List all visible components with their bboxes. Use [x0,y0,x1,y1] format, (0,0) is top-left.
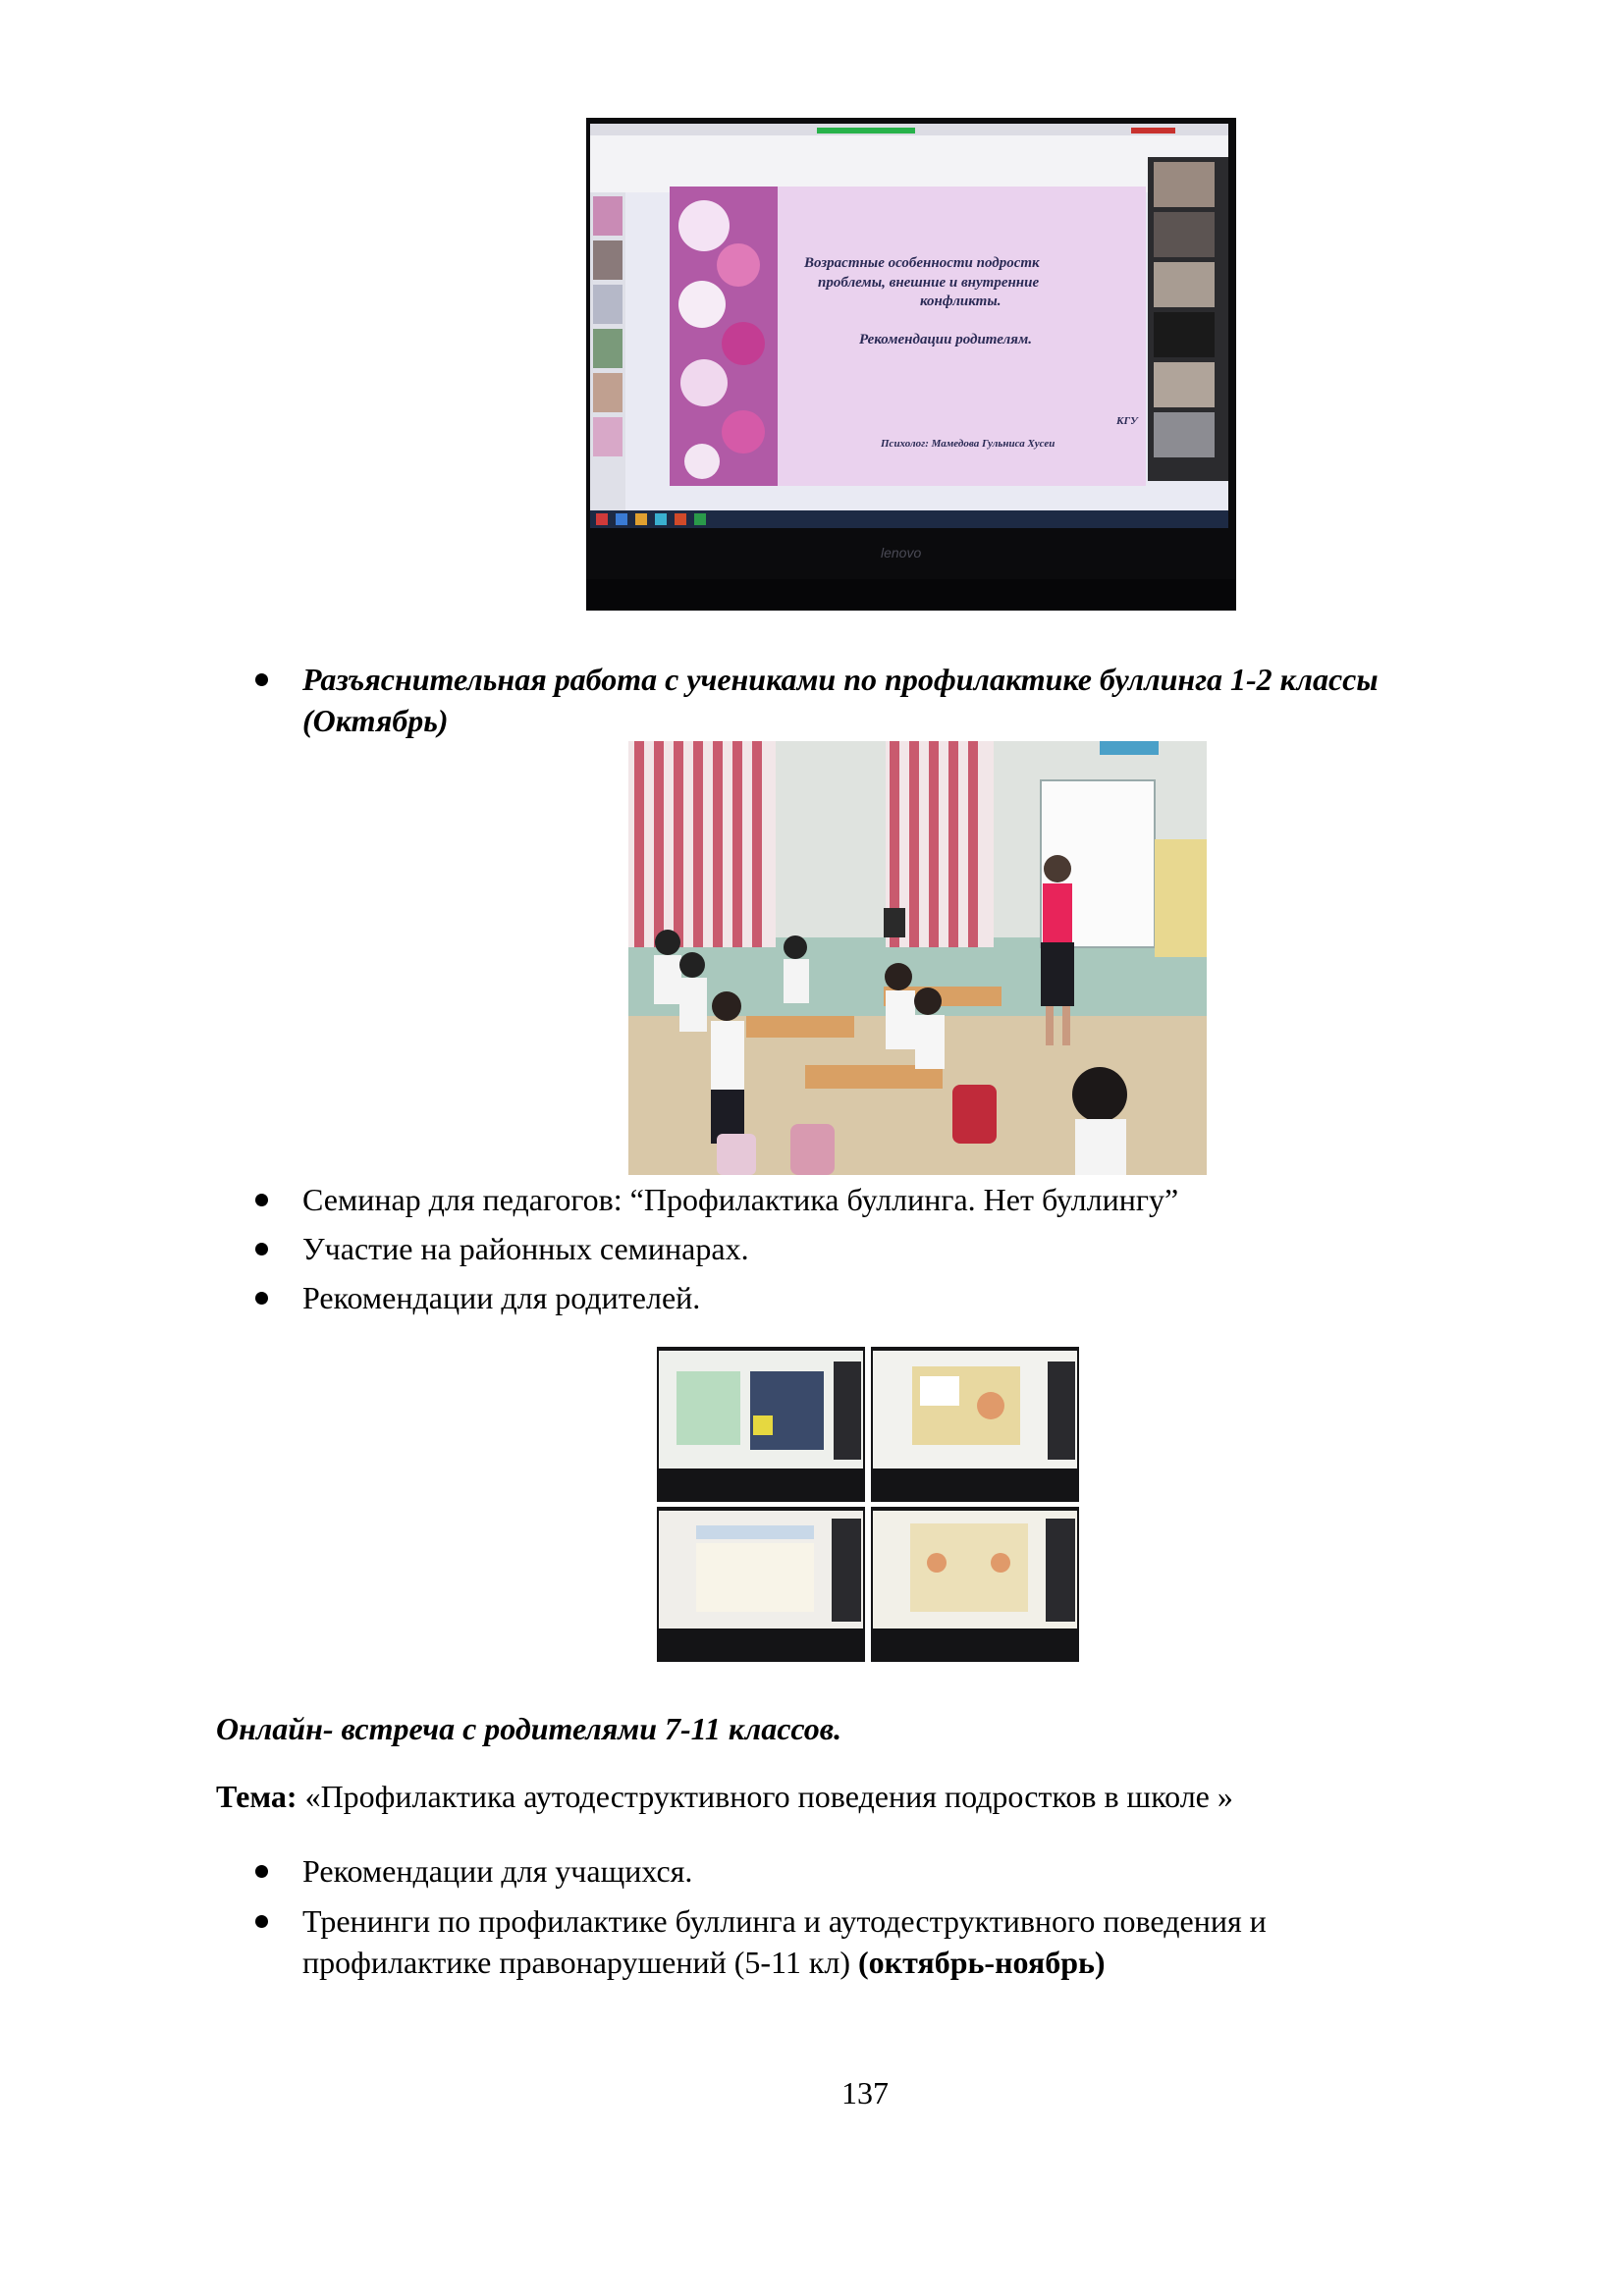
slide-title-2: проблемы, внешние и внутренние [818,275,1040,291]
slide-author: Психолог: Мамедова Гульниса Хусеи [881,438,1056,450]
page-number: 137 [841,2075,889,2110]
slide-title-3: конфликты. [920,294,1001,309]
list-item-6-plain: профилактике правонарушений (5-11 кл) [302,1945,858,1980]
slide-subtitle: Рекомендации родителям. [859,332,1033,347]
list-item-3: Участие на районных семинарах. [302,1231,749,1266]
photo-online-presentation [586,118,1236,611]
bullet-6 [255,1915,268,1928]
meeting-topic [216,1773,1233,1820]
list-item-4: Рекомендации для родителей. [302,1280,701,1315]
bullet-2 [255,1194,268,1206]
list-item-2: Семинар для педагогов: “Профилактика буллинга. Нет буллингу” [302,1182,1179,1217]
list-item-1-line-1: Разъяснительная работа с учениками по профилактике буллинга 1-2 классы [302,662,1379,697]
photo-collage-online-meeting [657,1347,1079,1662]
topic-label: Тема: [216,1779,298,1814]
bullet-3 [255,1243,268,1255]
list-item-6-line-2 [302,1939,1106,1986]
photo-classroom [628,741,1207,1175]
topic-text: «Профилактика аутодеструктивного поведения подростков в школе » [297,1779,1233,1814]
list-item-6-line-1: Тренинги по профилактике буллинга и аутодеструктивного поведения и [302,1903,1267,1939]
monitor-brand-label: lenovo [881,545,922,561]
bullet-5 [255,1865,268,1878]
list-item-5: Рекомендации для учащихся. [302,1853,693,1889]
slide-org: КГУ [1116,415,1138,427]
list-item-6-bold: (октябрь-ноябрь) [857,1945,1106,1980]
list-item-1-line-2: (Октябрь) [302,703,449,738]
meeting-heading: Онлайн- встреча с родителями 7-11 классов. [216,1711,842,1746]
slide-title-1: Возрастные особенности подростк [804,255,1040,271]
bullet-4 [255,1292,268,1305]
bullet-1 [255,673,268,686]
